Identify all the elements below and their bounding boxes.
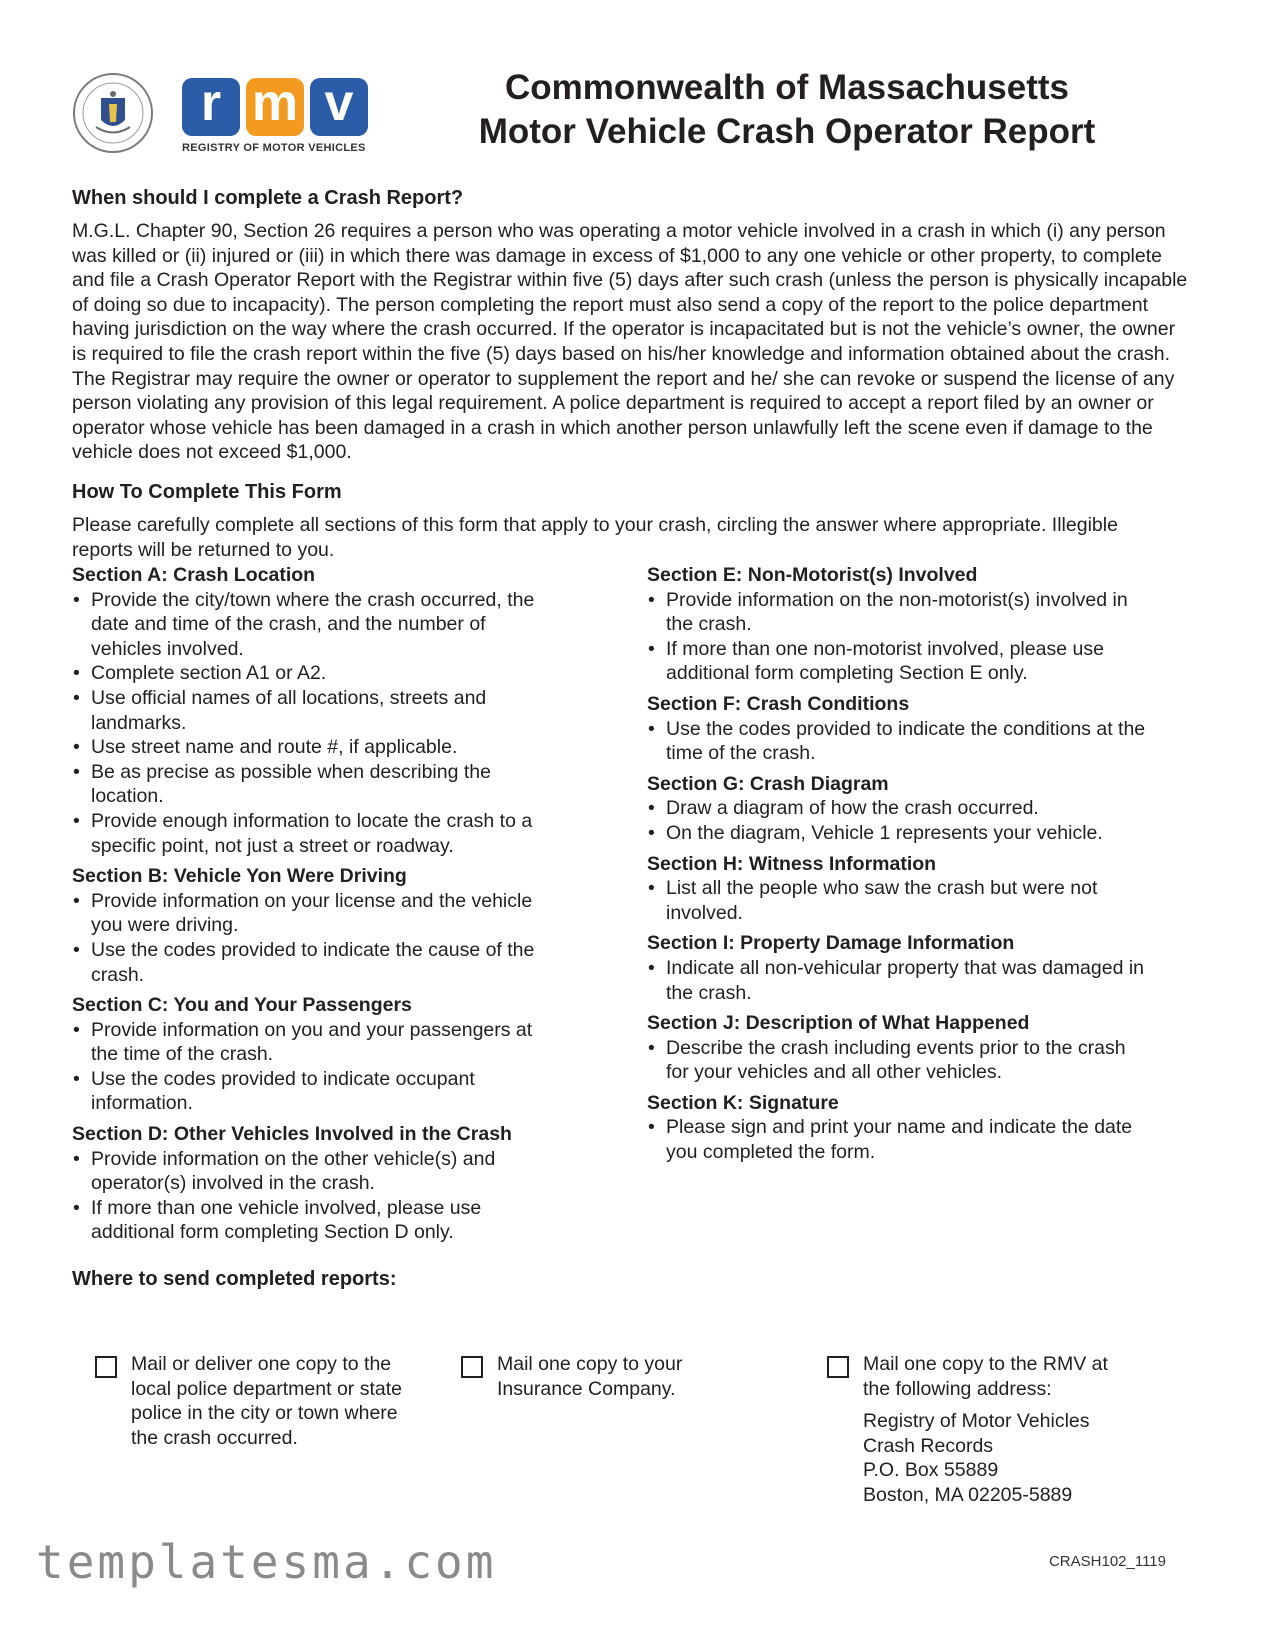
logo-letter: v — [310, 78, 368, 136]
bullet-item: • Provide information on your license and the vehicle you were driving. — [72, 889, 542, 938]
bullet-item: • Be as precise as possible when describing the location. — [72, 760, 542, 809]
rmv-logo — [182, 74, 372, 170]
bullet-item: • If more than one non-motorist involved, please use additional form completing Section E only. — [647, 637, 1147, 686]
section-bullets — [72, 889, 542, 987]
send-heading: Where to send completed reports: — [72, 1268, 397, 1290]
page-title — [442, 66, 1132, 154]
rmv-checkbox[interactable] — [827, 1356, 849, 1378]
section-title: Section K: Signature — [647, 1091, 839, 1114]
bullet-item: • On the diagram, Vehicle 1 represents your vehicle. — [647, 821, 1147, 846]
address-line: P.O. Box 55889 — [863, 1459, 999, 1482]
bullet-item: • Complete section A1 or A2. — [72, 661, 542, 686]
section-bullets — [647, 956, 1147, 1005]
logo-letter: m — [246, 78, 304, 136]
section-title: Section G: Crash Diagram — [647, 772, 889, 795]
intro-heading: When should I complete a Crash Report? — [72, 187, 464, 209]
logo-letter: r — [182, 78, 240, 136]
bullet-item: • Provide the city/town where the crash occurred, the date and time of the crash, and the number of vehicles involved. — [72, 588, 542, 662]
bullet-item: • Provide information on the non-motorist(s) involved in the crash. — [647, 588, 1147, 637]
watermark: templatesma.com — [36, 1535, 497, 1589]
send-option-police — [95, 1352, 415, 1450]
bullet-item: • Provide information on you and your passengers at the time of the crash. — [72, 1018, 542, 1067]
section-title: Section A: Crash Location — [72, 564, 316, 586]
title-line-1: Commonwealth of Massachusetts — [505, 68, 1069, 107]
police-checkbox[interactable] — [95, 1356, 117, 1378]
send-option-insurance — [461, 1352, 721, 1401]
howto-heading: How To Complete This Form — [72, 481, 342, 503]
section-bullets — [647, 588, 1147, 686]
bullet-item: • Describe the crash including events prior to the crash for your vehicles and all other vehicles. — [647, 1036, 1147, 1085]
bullet-item: • List all the people who saw the crash but were not involved. — [647, 876, 1147, 925]
bullet-item: • Use the codes provided to indicate the conditions at the time of the crash. — [647, 717, 1147, 766]
bullet-item: • If more than one vehicle involved, please use additional form completing Section D only. — [72, 1196, 542, 1245]
bullet-item: • Use the codes provided to indicate the cause of the crash. — [72, 938, 542, 987]
section-bullets — [72, 1018, 542, 1116]
send-option-label: Mail one copy to the RMV at the following address: — [863, 1353, 1108, 1400]
section-title: Section E: Non-Motorist(s) Involved — [647, 564, 978, 586]
rmv-address — [863, 1409, 1137, 1507]
send-option-label: Mail one copy to your Insurance Company. — [497, 1353, 683, 1400]
section-bullets — [647, 717, 1147, 766]
section-title: Section F: Crash Conditions — [647, 692, 910, 715]
bullet-item: • Use official names of all locations, streets and landmarks. — [72, 686, 542, 735]
instructions-left-column — [72, 563, 542, 1245]
bullet-item: • Provide enough information to locate the crash to a specific point, not just a street or roadway. — [72, 809, 542, 858]
address-line: Boston, MA 02205-5889 — [863, 1483, 1073, 1506]
bullet-item: • Please sign and print your name and indicate the date you completed the form. — [647, 1115, 1147, 1164]
section-title: Section C: You and Your Passengers — [72, 994, 412, 1017]
instructions-right-column — [647, 563, 1147, 1165]
section-bullets — [647, 796, 1147, 845]
title-line-2: Motor Vehicle Crash Operator Report — [478, 112, 1096, 151]
section-title: Section I: Property Damage Information — [647, 932, 1015, 955]
section-title: Section B: Vehicle Yon Were Driving — [72, 865, 407, 888]
section-bullets — [72, 1147, 542, 1245]
bullet-item: • Use street name and route #, if applicable. — [72, 735, 542, 760]
address-line: Crash Records — [863, 1434, 994, 1457]
section-title: Section J: Description of What Happened — [647, 1012, 1030, 1035]
section-bullets — [647, 1115, 1147, 1164]
massachusetts-seal-icon — [72, 72, 154, 154]
send-option-rmv — [827, 1352, 1137, 1508]
bullet-item: • Draw a diagram of how the crash occurred. — [647, 796, 1147, 821]
address-line: Registry of Motor Vehicles — [863, 1410, 1090, 1433]
section-bullets — [72, 588, 542, 859]
header — [72, 66, 1192, 166]
bullet-item: • Provide information on the other vehicle(s) and operator(s) involved in the crash. — [72, 1147, 542, 1196]
bullet-item: • Indicate all non-vehicular property that was damaged in the crash. — [647, 956, 1147, 1005]
section-title: Section H: Witness Information — [647, 852, 937, 875]
intro-body: M.G.L. Chapter 90, Section 26 requires a person who was operating a motor vehicle involved in a crash in which (i) any person was killed or (ii) injured or (iii) in which there was damage in excess of $1,000 to any one vehicle or other property, to complete and file a Crash Operator Report with the Registrar within five (5) days after such crash (unless the person is physically incapable of doing so due to incapacity). The person completing the report must also send a copy of the report to the police department having jurisdiction on the way where the crash occurred. If the operator is incapacitated but is not the vehicle’s owner, the owner is required to file the crash report within the five (5) days based on his/her knowledge and information obtained about the crash. The Registrar may require the owner or operator to supplement the report and he/ she can revoke or suspend the license of any person violating any provision of this legal requirement. A police department is required to accept a report filed by an owner or operator whose vehicle has been damaged in a crash in which another person unlawfully left the scene even if damage to the vehicle does not exceed $1,000. — [72, 220, 1188, 464]
section-title: Section D: Other Vehicles Involved in the Crash — [72, 1123, 512, 1146]
insurance-checkbox[interactable] — [461, 1356, 483, 1378]
section-bullets — [647, 876, 1147, 925]
bullet-item: • Use the codes provided to indicate occupant information. — [72, 1067, 542, 1116]
form-code: CRASH102_1119 — [1048, 1553, 1166, 1570]
send-option-label: Mail or deliver one copy to the local police department or state police in the city or town where the crash occurred. — [131, 1353, 402, 1449]
logo-subtitle: REGISTRY OF MOTOR VEHICLES — [182, 142, 366, 154]
howto-body: Please carefully complete all sections of this form that apply to your crash, circling the answer where appropriate. Illegible reports will be returned to you. — [72, 514, 1118, 561]
section-bullets — [647, 1036, 1147, 1085]
